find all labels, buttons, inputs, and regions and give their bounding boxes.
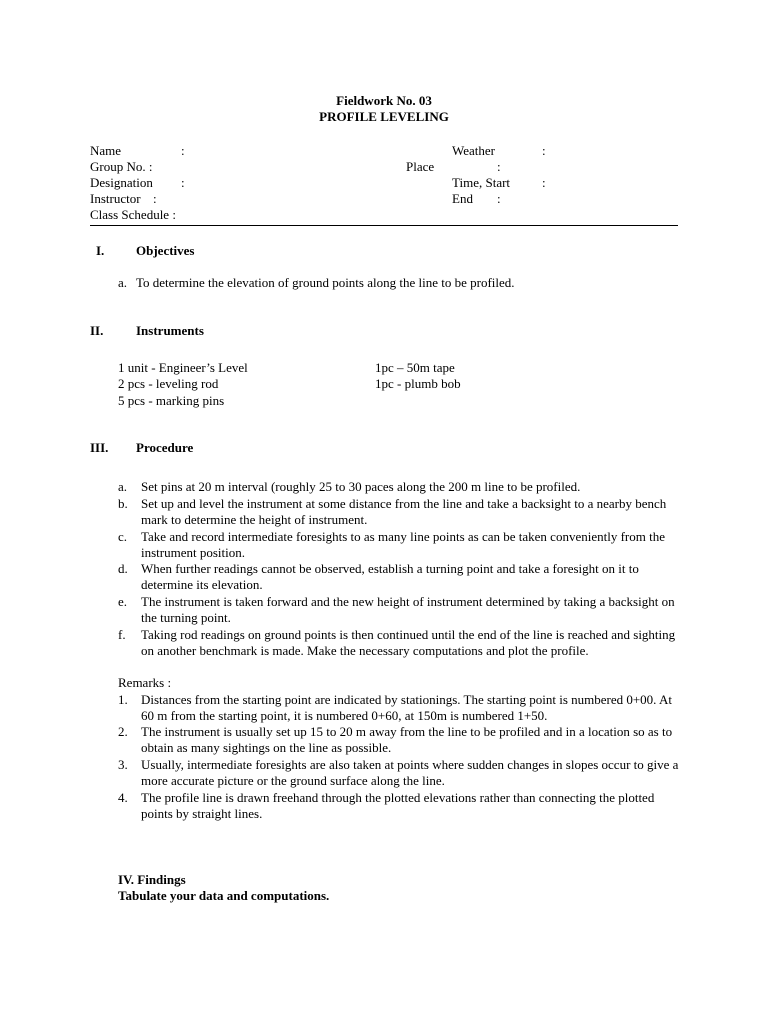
procedure-item-text: Taking rod readings on ground points is then continued until the end of the line is reached and sighting on another benchmark is made. Make the necessary computations and plot the profile. bbox=[141, 627, 676, 659]
end-colon: : bbox=[497, 191, 501, 206]
instrument-item: 5 pcs - marking pins bbox=[118, 393, 225, 408]
time-start-label: Time, Start bbox=[452, 175, 511, 190]
place-colon: : bbox=[497, 159, 501, 174]
time-colon: : bbox=[542, 175, 546, 190]
document-title: Fieldwork No. 03 bbox=[336, 93, 432, 108]
section-number-objectives: I. bbox=[96, 243, 105, 258]
procedure-item-label: b. bbox=[118, 496, 128, 511]
end-label: End bbox=[452, 191, 473, 206]
section-title-instruments: Instruments bbox=[136, 323, 204, 338]
section-title-objectives: Objectives bbox=[136, 243, 195, 258]
instrument-item: 1pc – 50m tape bbox=[375, 360, 455, 375]
procedure-item-label: e. bbox=[118, 594, 128, 609]
section-number-procedure: III. bbox=[90, 440, 109, 455]
name-colon: : bbox=[181, 143, 185, 158]
remark-item-text: Usually, intermediate foresights are also taken at points where sudden changes in slopes occur to give a more accurate picture or the ground surface along the line. bbox=[141, 757, 679, 789]
group-label: Group No. : bbox=[90, 159, 153, 174]
procedure-item-label: a. bbox=[118, 479, 128, 494]
remarks-title: Remarks : bbox=[118, 675, 172, 690]
remark-item-label: 3. bbox=[118, 757, 128, 772]
remark-item-text: The profile line is drawn freehand through the plotted elevations rather than connecting the plotted points by straight lines. bbox=[141, 790, 655, 822]
procedure-item-text: The instrument is taken forward and the new height of instrument determined by taking a backsight on the turning point. bbox=[141, 594, 675, 626]
remark-item-text: Distances from the starting point are indicated by stationings. The starting point is numbered 0+00. At 60 m from the starting point, it is numbered 0+60, at 150m is numbered 1+50. bbox=[141, 692, 672, 724]
weather-colon: : bbox=[542, 143, 546, 158]
procedure-item-label: d. bbox=[118, 561, 128, 576]
procedure-item-text: Take and record intermediate foresights to as many line points as can be taken conveniently from the instrument position. bbox=[141, 529, 665, 561]
procedure-item-label: f. bbox=[118, 627, 126, 642]
section-title-procedure: Procedure bbox=[136, 440, 194, 455]
remark-item-label: 1. bbox=[118, 692, 128, 707]
class-schedule-label: Class Schedule : bbox=[90, 207, 176, 222]
instrument-item: 1 unit - Engineer’s Level bbox=[118, 360, 248, 375]
section-title-findings: IV. Findings bbox=[118, 872, 186, 887]
designation-label: Designation bbox=[90, 175, 153, 190]
objective-item-label: a. bbox=[118, 275, 128, 290]
instructor-colon: : bbox=[153, 191, 157, 206]
procedure-item-text: Set pins at 20 m interval (roughly 25 to 30 paces along the 200 m line to be profiled. bbox=[141, 479, 581, 494]
instructor-label: Instructor bbox=[90, 191, 141, 206]
instrument-item: 1pc - plumb bob bbox=[375, 376, 461, 391]
header-divider bbox=[90, 225, 678, 226]
procedure-item-text: When further readings cannot be observed, establish a turning point and take a foresight on it to determine its elevation. bbox=[141, 561, 639, 593]
objective-item-text: To determine the elevation of ground points along the line to be profiled. bbox=[136, 275, 515, 290]
findings-instruction: Tabulate your data and computations. bbox=[118, 888, 330, 903]
name-label: Name bbox=[90, 143, 122, 158]
document-subtitle: PROFILE LEVELING bbox=[319, 109, 449, 124]
remark-item-label: 2. bbox=[118, 724, 128, 739]
procedure-item-label: c. bbox=[118, 529, 128, 544]
place-label: Place bbox=[406, 159, 435, 174]
weather-label: Weather bbox=[452, 143, 495, 158]
section-number-instruments: II. bbox=[90, 323, 104, 338]
procedure-item-text: Set up and level the instrument at some distance from the line and take a backsight to a nearby bench mark to determine the height of instrument. bbox=[141, 496, 667, 528]
designation-colon: : bbox=[181, 175, 185, 190]
instrument-item: 2 pcs - leveling rod bbox=[118, 376, 219, 391]
remark-item-text: The instrument is usually set up 15 to 20 m away from the line to be profiled and in a location so as to obtain as many sightings on the line as possible. bbox=[141, 724, 673, 756]
remark-item-label: 4. bbox=[118, 790, 128, 805]
